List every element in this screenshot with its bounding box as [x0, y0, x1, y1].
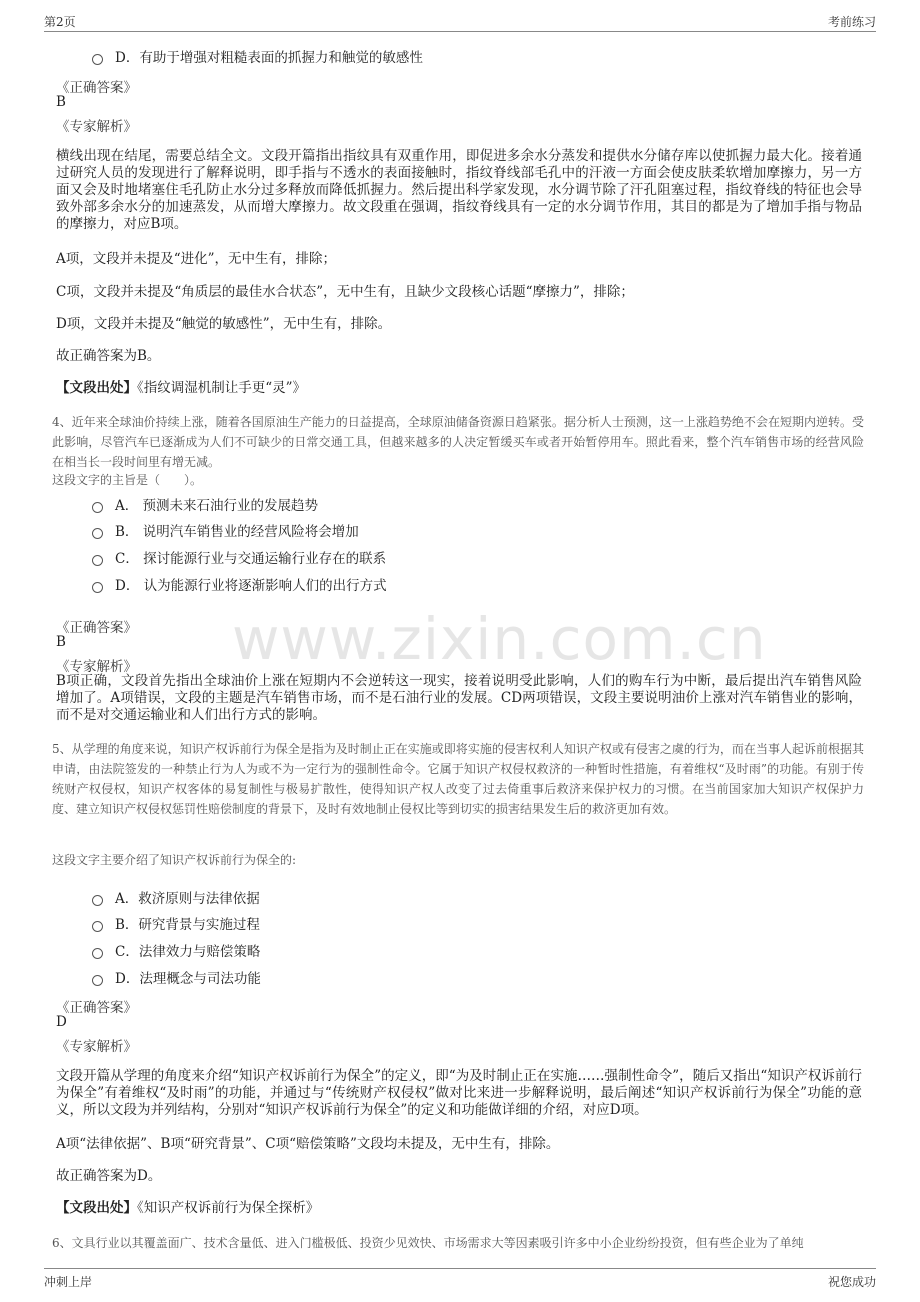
q5-option-c[interactable] — [92, 940, 260, 960]
source-tag: 【文段出处】 — [56, 380, 137, 396]
q4-option-c-text: C． 探讨能源行业与交通运输行业存在的联系 — [115, 551, 387, 567]
q4-option-d[interactable] — [92, 574, 387, 594]
q5-conclusion: 故正确答案为D。 — [56, 1168, 162, 1184]
q5-option-c-text: C．法律效力与赔偿策略 — [115, 944, 261, 960]
q5-answer: D — [56, 1014, 67, 1030]
q3-analysis-label: 《专家解析》 — [56, 119, 137, 135]
radio-icon[interactable] — [92, 528, 103, 539]
radio-icon[interactable] — [92, 502, 103, 513]
q3-conclusion: 故正确答案为B。 — [56, 348, 161, 364]
q3-source — [56, 380, 862, 397]
q4-answer: B — [56, 634, 66, 650]
q5-analysis-label: 《专家解析》 — [56, 1039, 137, 1055]
q3-option-d[interactable] — [92, 46, 423, 66]
q5-source — [56, 1200, 862, 1217]
q4-option-d-text: D． 认为能源行业将逐渐影响人们的出行方式 — [115, 578, 387, 594]
source-tag: 【文段出处】 — [56, 1200, 137, 1216]
q5-stem: 5、从学理的角度来说，知识产权诉前行为保全是指为及时制止正在实施或即将实施的侵害权利人知识产权或有侵害之虞的行为，而在当事人起诉前根据其申请，由法院签发的一种禁止行为人为或不为一定行为的强制性命令。它属于知识产权侵权救济的一种暂时性措施，有着维权“及时雨”的功能。有别于传统财产权侵权，知识产权客体的易复制性与极易扩散性，使得知识产权人改变了过去倚重事后救济来保护权力的习惯。在当前国家加大知识产权保护力度、建立知识产权侵权惩罚性赔偿制度的背景下，及时有效地制止侵权比等到切实的损害结果发生后的救济更加有效。 — [52, 742, 864, 816]
q5-analysis-main: 文段开篇从学理的角度来介绍“知识产权诉前行为保全”的定义，即“为及时制止正在实施……强制性命令”，随后又指出“知识产权诉前行为保全”有着维权“及时雨”的功能，并通过与“传统财产权侵权”做对比来进一步解释说明，最后阐述“知识产权诉前行为保全”功能的意义，所以文段为并列结构，分别对“知识产权诉前行为保全”的定义和功能做详细的介绍，对应D项。 — [56, 1068, 862, 1118]
q4-option-a-text: A． 预测未来石油行业的发展趋势 — [115, 498, 319, 514]
q5-option-a-text: A．救济原则与法律依据 — [115, 891, 260, 907]
page-number: 第2页 — [44, 15, 76, 29]
q5-question: 这段文字主要介绍了知识产权诉前行为保全的: — [52, 853, 297, 867]
q3-analysis-c: C项，文段并未提及“角质层的最佳水合状态”，无中生有，且缺少文段核心话题“摩擦力”，排除； — [56, 284, 634, 300]
q5-answer-label: 《正确答案》 — [56, 1000, 137, 1016]
radio-icon[interactable] — [92, 921, 103, 932]
radio-icon[interactable] — [92, 948, 103, 959]
q5-option-d-text: D．法理概念与司法功能 — [115, 971, 261, 987]
radio-icon[interactable] — [92, 975, 103, 986]
q4-analysis-label: 《专家解析》 — [56, 659, 137, 675]
q5-option-a[interactable] — [92, 887, 260, 907]
q4-option-c[interactable] — [92, 547, 386, 567]
header-title: 考前练习 — [827, 15, 876, 29]
footer-left: 冲刺上岸 — [44, 1275, 93, 1289]
radio-icon[interactable] — [92, 582, 103, 593]
q4-question: 这段文字的主旨是（ ）。 — [52, 473, 203, 487]
q3-analysis-a: A项，文段并未提及“进化”，无中生有，排除； — [56, 251, 337, 267]
radio-icon[interactable] — [92, 895, 103, 906]
q3-option-d-text: D．有助于增强对粗糙表面的抓握力和触觉的敏感性 — [115, 50, 423, 66]
q3-answer: B — [56, 94, 66, 110]
q4-option-b[interactable] — [92, 520, 359, 540]
source-title: 《知识产权诉前行为保全探析》 — [137, 1200, 320, 1216]
q4-stem: 4、近年来全球油价持续上涨，随着各国原油生产能力的日益提高，全球原油储备资源日趋紧张。据分析人士预测，这一上涨趋势绝不会在短期内逆转。受此影响，尽管汽车已逐渐成为人们不可缺少的日常交通工具，但越来越多的人决定暂缓买车或者开始暂停用车。照此看来，整个汽车销售市场的经营风险在相当长一段时间里有增无减。 — [52, 415, 864, 469]
watermark: www.zixin.com.cn — [232, 605, 767, 673]
q4-answer-label: 《正确答案》 — [56, 620, 137, 636]
q3-analysis-main: 横线出现在结尾，需要总结全文。文段开篇指出指纹具有双重作用，即促进多余水分蒸发和提供水分储存库以使抓握力最大化。接着通过研究人员的发现进行了解释说明，即手指与不透水的表面接触时，指纹脊线部毛孔中的汗液一方面会使皮肤柔软增加摩擦力，另一方面又会及时地堵塞住毛孔防止水分过多释放而降低抓握力。然后提出科学家发现，水分调节除了汗孔阻塞过程，指纹脊线的特征也会导致外部多余水分的加速蒸发，从而增大摩擦力。故文段重在强调，指纹脊线具有一定的水分调节作用，其目的都是为了增加手指与物品的摩擦力，对应B项。 — [56, 148, 862, 232]
footer-right: 祝您成功 — [827, 1275, 876, 1289]
q5-option-d[interactable] — [92, 967, 261, 987]
radio-icon[interactable] — [92, 555, 103, 566]
q5-option-b-text: B．研究背景与实施过程 — [115, 917, 260, 933]
q4-option-b-text: B． 说明汽车销售业的经营风险将会增加 — [115, 524, 359, 540]
footer-rule — [44, 1268, 876, 1269]
q3-answer-label: 《正确答案》 — [56, 80, 137, 96]
header-rule — [44, 31, 876, 32]
source-title: 《指纹调湿机制让手更“灵”》 — [137, 380, 307, 396]
q3-analysis-d: D项，文段并未提及“触觉的敏感性”，无中生有，排除。 — [56, 316, 392, 332]
radio-icon[interactable] — [92, 54, 103, 65]
q6-stem: 6、文具行业以其覆盖面广、技术含量低、进入门槛极低、投资少见效快、市场需求大等因素吸引许多中小企业纷纷投资，但有些企业为了单纯 — [52, 1236, 804, 1250]
q5-analysis-abc: A项“法律依据”、B项“研究背景”、C项“赔偿策略”文段均未提及，无中生有，排除。 — [56, 1136, 560, 1152]
q4-analysis: B项正确，文段首先指出全球油价上涨在短期内不会逆转这一现实，接着说明受此影响，人们的购车行为中断，最后提出汽车销售风险增加了。A项错误，文段的主题是汽车销售市场，而不是石油行业的发展。CD两项错误，文段主要说明油价上涨对汽车销售业的影响，而不是对交通运输业和人们出行方式的影响。 — [56, 673, 862, 723]
q4-option-a[interactable] — [92, 494, 318, 514]
q5-option-b[interactable] — [92, 913, 260, 933]
